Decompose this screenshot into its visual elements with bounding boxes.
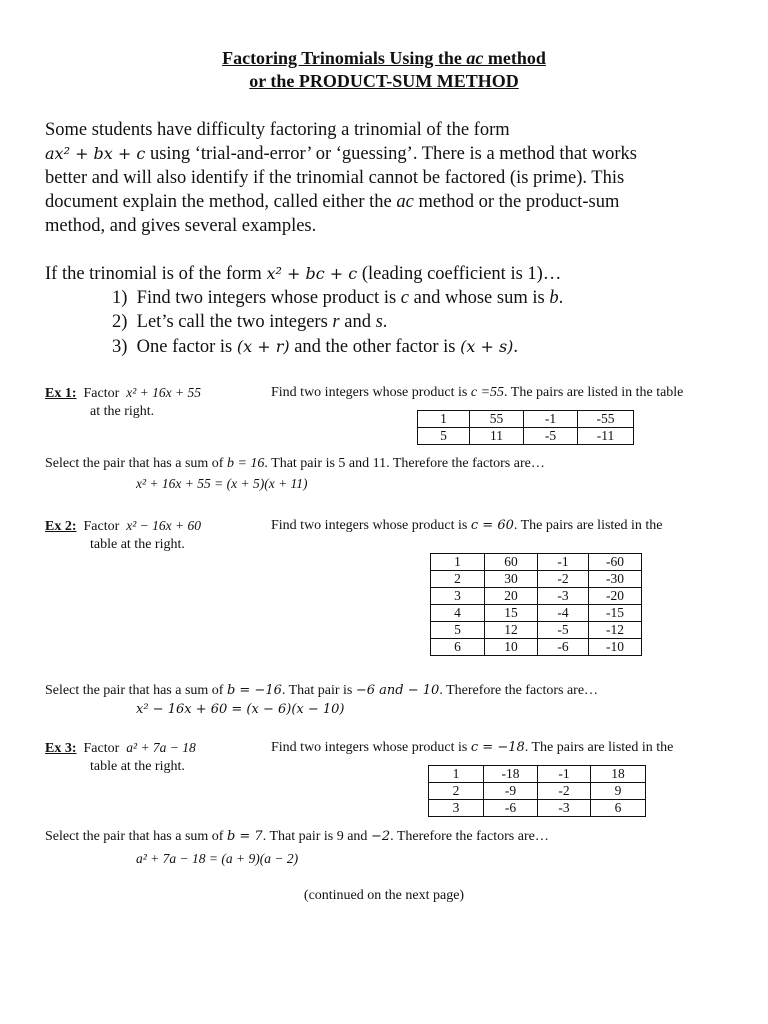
ex2-line-2: table at the right. bbox=[90, 537, 185, 552]
step-number: 2) bbox=[112, 312, 128, 332]
example-label: Ex 1: bbox=[45, 386, 77, 401]
table-cell: -1 bbox=[524, 411, 578, 428]
ex1-result-math: x² + 16x + 55 = (x + 5)(x + 11) bbox=[136, 476, 308, 491]
factor-word: Factor bbox=[83, 386, 120, 401]
continued-note: (continued on the next page) bbox=[303, 888, 465, 903]
step-text: . bbox=[382, 312, 388, 332]
table-cell: 6 bbox=[431, 639, 485, 656]
step-text: . bbox=[513, 337, 519, 357]
table-cell: -20 bbox=[589, 588, 642, 605]
find-text-end: . The pairs are listed in the bbox=[524, 740, 674, 755]
table-cell: 15 bbox=[485, 605, 538, 622]
title-line-1 bbox=[0, 48, 768, 69]
select-text: Select the pair that has a sum of bbox=[45, 829, 227, 844]
table-cell: 2 bbox=[431, 571, 485, 588]
rule-lead bbox=[45, 264, 561, 285]
table-cell: -3 bbox=[538, 800, 591, 817]
table-cell: -55 bbox=[578, 411, 634, 428]
ex3-expression: a² + 7a − 18 bbox=[126, 740, 196, 755]
table-cell: -60 bbox=[589, 554, 642, 571]
find-product: c = 60 bbox=[470, 518, 514, 533]
select-text: . That pair is 9 and bbox=[262, 829, 371, 844]
table-cell: -4 bbox=[538, 605, 589, 622]
ex1-expression: x² + 16x + 55 bbox=[126, 385, 202, 400]
find-text-end: . The pairs are listed in the table bbox=[504, 385, 684, 400]
select-text-end: . Therefore the factors are… bbox=[390, 829, 549, 844]
table-cell: -6 bbox=[484, 800, 538, 817]
select-text-end: . Therefore the factors are… bbox=[439, 683, 599, 698]
ex3-line-2: table at the right. bbox=[90, 759, 185, 774]
title-text: Factoring Trinomials Using the bbox=[222, 48, 467, 68]
table-cell: -9 bbox=[484, 783, 538, 800]
table-cell: 18 bbox=[591, 766, 646, 783]
rule-step-1 bbox=[112, 288, 563, 309]
step-text: and the other factor is bbox=[289, 337, 461, 357]
table-cell: -5 bbox=[524, 428, 578, 445]
table-row bbox=[431, 639, 642, 656]
table-cell: 4 bbox=[431, 605, 485, 622]
intro-line-4-end: method or the product-sum bbox=[413, 192, 620, 212]
step-var: b bbox=[549, 288, 559, 308]
table-cell: -18 bbox=[484, 766, 538, 783]
table-cell: 30 bbox=[485, 571, 538, 588]
table-cell: 1 bbox=[418, 411, 470, 428]
table-cell: 1 bbox=[429, 766, 484, 783]
table-cell: 3 bbox=[431, 588, 485, 605]
table-cell: 9 bbox=[591, 783, 646, 800]
table-row bbox=[429, 783, 646, 800]
ex3-heading bbox=[45, 740, 196, 757]
table-cell: 5 bbox=[431, 622, 485, 639]
table-cell: -30 bbox=[589, 571, 642, 588]
find-text: Find two integers whose product is bbox=[271, 385, 471, 400]
ex2-find bbox=[271, 518, 663, 534]
rule-step-3 bbox=[112, 337, 518, 358]
rule-lead-text: If the trinomial is of the form bbox=[45, 264, 267, 284]
step-number: 1) bbox=[112, 288, 128, 308]
select-pair: −2 bbox=[370, 829, 391, 844]
step-var: r bbox=[332, 312, 340, 332]
table-cell: -10 bbox=[589, 639, 642, 656]
select-sum: b = 16 bbox=[226, 456, 265, 471]
find-text: Find two integers whose product is bbox=[271, 518, 471, 533]
intro-math-form: ax² + bx + c bbox=[45, 144, 146, 163]
find-product: c =55 bbox=[470, 385, 505, 400]
table-cell: 2 bbox=[429, 783, 484, 800]
ex3-pairs-table bbox=[428, 765, 646, 817]
intro-ac: ac bbox=[396, 192, 414, 212]
example-label: Ex 3: bbox=[45, 741, 77, 756]
intro-line-2-text: using ‘trial-and-error’ or ‘guessing’. There is a method that works bbox=[145, 144, 638, 164]
table-cell: -3 bbox=[538, 588, 589, 605]
intro-line-4 bbox=[45, 192, 619, 213]
table-row bbox=[418, 411, 634, 428]
table-row bbox=[431, 571, 642, 588]
table-row bbox=[418, 428, 634, 445]
rule-lead-math: x² + bc + c bbox=[266, 264, 358, 283]
table-row bbox=[431, 622, 642, 639]
step-text: Let’s call the two integers bbox=[136, 312, 333, 332]
step-text: One factor is bbox=[136, 337, 237, 357]
select-text: Select the pair that has a sum of bbox=[45, 456, 227, 471]
ex2-result bbox=[136, 702, 345, 718]
step-math: (x + s) bbox=[460, 337, 514, 356]
select-sum: b = 7 bbox=[226, 829, 263, 844]
table-cell: -6 bbox=[538, 639, 589, 656]
ex3-result-math: a² + 7a − 18 = (a + 9)(a − 2) bbox=[136, 851, 299, 866]
ex3-result bbox=[136, 851, 298, 868]
step-var: s bbox=[375, 312, 383, 332]
table-row bbox=[431, 588, 642, 605]
table-cell: 11 bbox=[470, 428, 524, 445]
intro-line-2 bbox=[45, 144, 637, 165]
table-cell: -5 bbox=[538, 622, 589, 639]
step-text: and whose sum is bbox=[409, 288, 550, 308]
table-cell: -2 bbox=[538, 571, 589, 588]
table-cell: 55 bbox=[470, 411, 524, 428]
step-text: . bbox=[558, 288, 564, 308]
table-row bbox=[431, 605, 642, 622]
ex2-result-math: x² − 16x + 60 = (x − 6)(x − 10) bbox=[136, 702, 345, 717]
intro-line-4-text: document explain the method, called either the bbox=[45, 192, 397, 212]
table-cell: -15 bbox=[589, 605, 642, 622]
ex1-result bbox=[136, 476, 308, 493]
step-number: 3) bbox=[112, 337, 128, 357]
intro-line-5: method, and gives several examples. bbox=[45, 216, 317, 236]
factor-word: Factor bbox=[83, 519, 120, 534]
factor-word: Factor bbox=[83, 741, 120, 756]
table-cell: 20 bbox=[485, 588, 538, 605]
table-cell: 60 bbox=[485, 554, 538, 571]
table-cell: -2 bbox=[538, 783, 591, 800]
ex3-select bbox=[45, 829, 549, 845]
select-pair: −6 and − 10 bbox=[355, 683, 440, 698]
find-text-end: . The pairs are listed in the bbox=[513, 518, 663, 533]
intro-line-1: Some students have difficulty factoring a trinomial of the form bbox=[45, 120, 510, 140]
table-row bbox=[429, 800, 646, 817]
find-product: c = −18 bbox=[470, 740, 525, 755]
ex2-heading bbox=[45, 518, 201, 535]
step-text: and bbox=[339, 312, 376, 332]
table-cell: -1 bbox=[538, 766, 591, 783]
rule-lead-end: (leading coefficient is 1)… bbox=[357, 264, 562, 284]
select-text-end: . That pair is 5 and 11. Therefore the factors are… bbox=[264, 456, 545, 471]
ex1-line-2: at the right. bbox=[90, 404, 155, 419]
table-cell: 10 bbox=[485, 639, 538, 656]
title-line-2: or the PRODUCT-SUM METHOD bbox=[249, 71, 519, 91]
title-ac: ac bbox=[466, 48, 484, 68]
ex1-pairs-table bbox=[417, 410, 634, 445]
ex1-select bbox=[45, 456, 545, 472]
ex3-find bbox=[271, 740, 673, 756]
title-text-end: method bbox=[483, 48, 546, 68]
find-text: Find two integers whose product is bbox=[271, 740, 471, 755]
table-cell: 3 bbox=[429, 800, 484, 817]
step-text: Find two integers whose product is bbox=[136, 288, 401, 308]
ex2-select bbox=[45, 683, 598, 699]
ex2-expression: x² − 16x + 60 bbox=[126, 518, 202, 533]
step-var: c bbox=[400, 288, 410, 308]
step-math: (x + r) bbox=[236, 337, 290, 356]
select-text: . That pair is bbox=[281, 683, 356, 698]
example-label: Ex 2: bbox=[45, 519, 77, 534]
table-cell: 6 bbox=[591, 800, 646, 817]
ex2-pairs-table bbox=[430, 553, 642, 656]
table-cell: -11 bbox=[578, 428, 634, 445]
ex1-heading bbox=[45, 385, 201, 402]
table-row bbox=[431, 554, 642, 571]
select-text: Select the pair that has a sum of bbox=[45, 683, 227, 698]
table-cell: -1 bbox=[538, 554, 589, 571]
table-cell: 1 bbox=[431, 554, 485, 571]
intro-line-3: better and will also identify if the trinomial cannot be factored (is prime). This bbox=[45, 168, 625, 188]
table-cell: 5 bbox=[418, 428, 470, 445]
select-sum: b = −16 bbox=[226, 683, 282, 698]
table-cell: 12 bbox=[485, 622, 538, 639]
ex1-find bbox=[271, 385, 683, 401]
table-cell: -12 bbox=[589, 622, 642, 639]
table-row bbox=[429, 766, 646, 783]
rule-step-2 bbox=[112, 312, 387, 333]
